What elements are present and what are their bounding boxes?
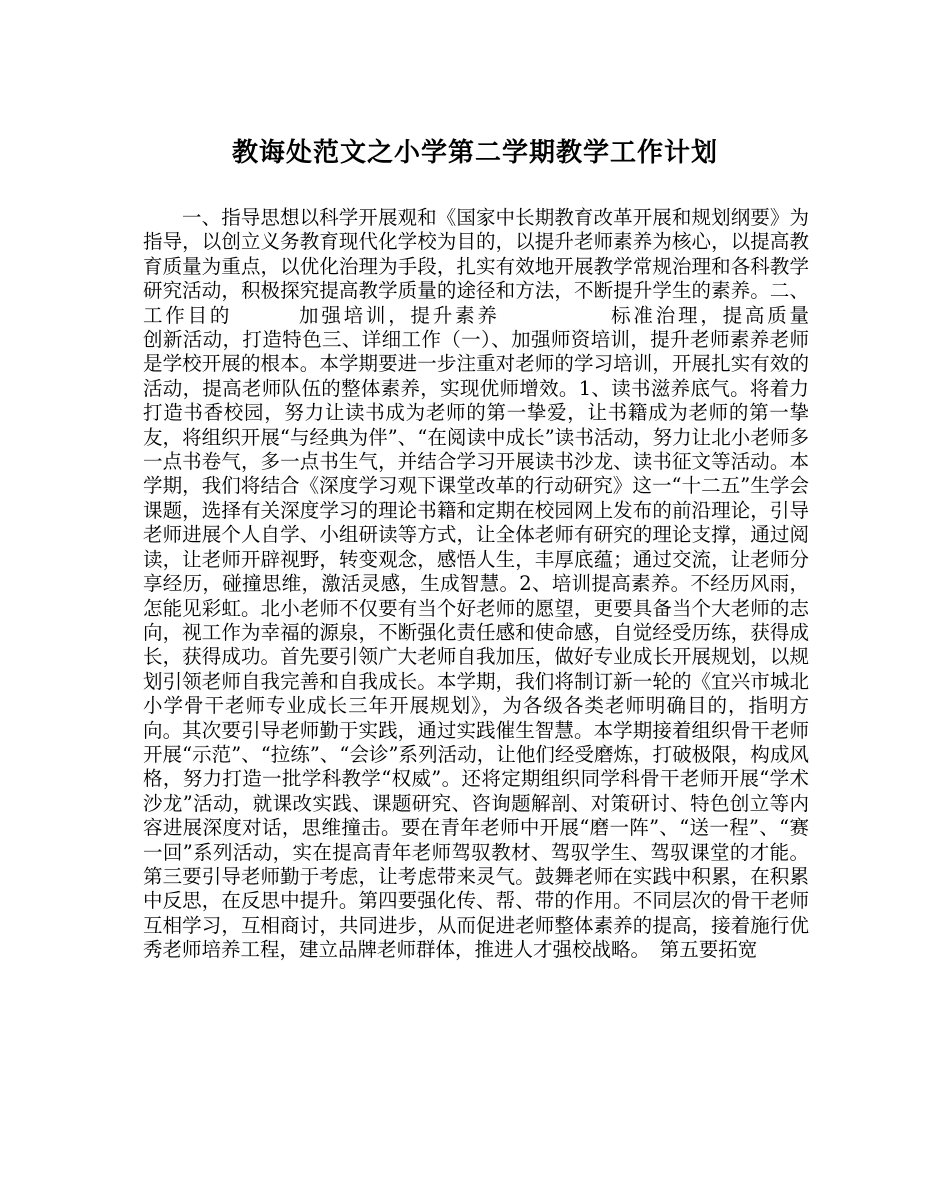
document-body: 一、指导思想以科学开展观和《国家中长期教育改革开展和规划纲要》为指导，以创立义务教育现代化学校为目的，以提升老师素养为核心，以提高教育质量为重点，以优化治理为手段，扎实有效地开展教学常规治理和各科教学研究活动，积极探究提高教学质量的途径和方法，不断提升学生的素养。二、工作目的 加强培训，提升素养 标准治理，提高质量 创新活动，打造特色三、详细工作（一）、加强师资培训，提升老师素养老师是学校开展的根本。本学期要进一步注重对老师的学习培训，开展扎实有效的活动，提高老师队伍的整体素养，实现优师增效。1、读书滋养底气。将着力打造书香校园，努力让读书成为老师的第一挚爱，让书籍成为老师的第一挚友，将组织开展“与经典为伴”、“在阅读中成长”读书活动，努力让北小老师多一点书卷气，多一点书生气，并结合学习开展读书沙龙、读书征文等活动。本学期，我们将结合《深度学习观下课堂改革的行动研究》这一“十二五”生学会课题，选择有关深度学习的理论书籍和定期在校园网上发布的前沿理论，引导老师进展个人自学、小组研读等方式，让全体老师有研究的理论支撑，通过阅读，让老师开辟视野，转变观念，感悟人生，丰厚底蕴；通过交流，让老师分享经历，碰撞思维，激活灵感，生成智慧。2、培训提高素养。不经历风雨，怎能见彩虹。北小老师不仅要有当个好老师的愿望，更要具备当个大老师的志向，视工作为幸福的源泉，不断强化责任感和使命感，自觉经受历练，获得成长，获得成功。首先要引领广大老师自我加压，做好专业成长开展规划，以规划引领老师自我完善和自我成长。本学期，我们将制订新一轮的《宜兴市城北小学骨干老师专业成长三年开展规划》，为各级各类老师明确目的，指明方向。其次要引导老师勤于实践，通过实践催生智慧。本学期接着组织骨干老师开展“示范”、“拉练”、“会诊”系列活动，让他们经受磨炼，打破极限，构成风格，努力打造一批学科教学“权威”。还将定期组织同学科骨干老师开展“学术沙龙”活动，就课改实践、课题研究、咨询题解剖、对策研讨、特色创立等内容进展深度对话，思维撞击。要在青年老师中开展“磨一阵”、“送一程”、“赛一回”系列活动，实在提高青年老师驾驭教材、驾驭学生、驾驭课堂的才能。第三要引导老师勤于考虑，让考虑带来灵气。鼓舞老师在实践中积累，在积累中反思，在反思中提升。第四要强化传、帮、带的作用。不同层次的骨干老师互相学习，互相商讨，共同进步，从而促进老师整体素养的提高，接着施行优秀老师培养工程，建立品牌老师群体，推进人才强校战略。 第五要拓宽 xyxy=(143,206,888,962)
document-title: 教诲处范文之小学第二学期教学工作计划 xyxy=(231,138,718,168)
